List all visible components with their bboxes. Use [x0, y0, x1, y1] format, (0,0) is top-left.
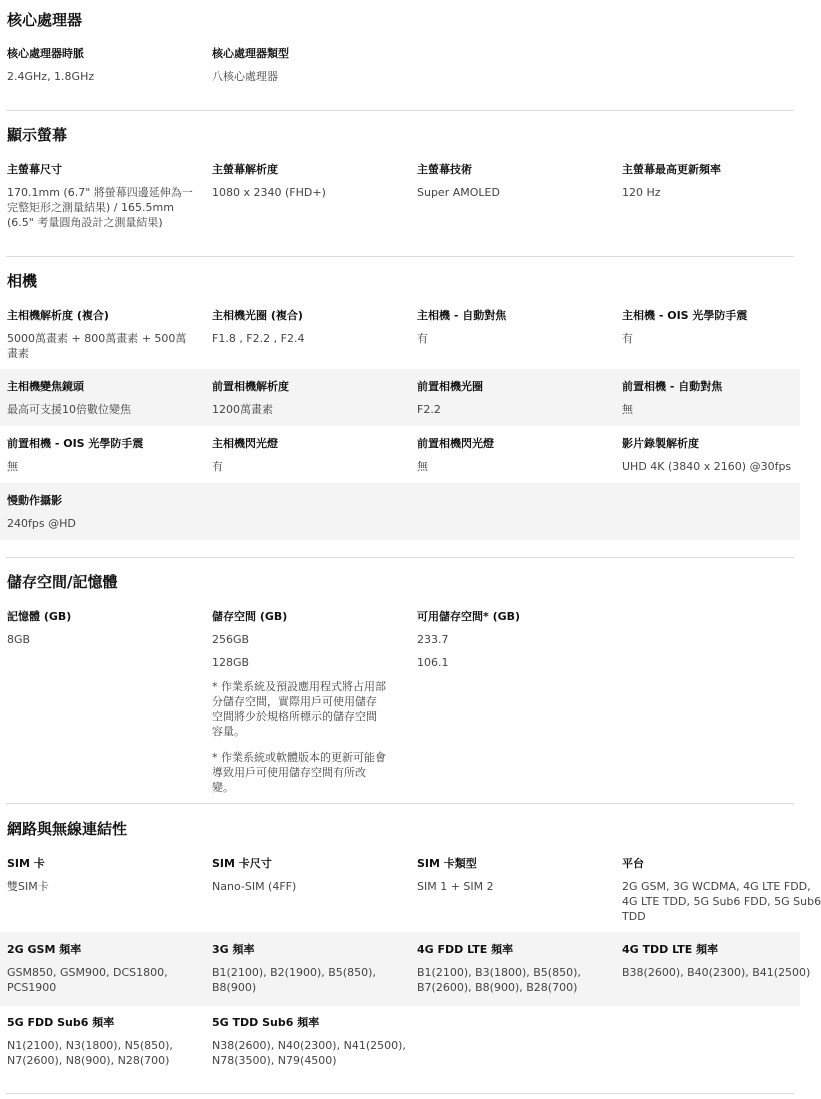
- spec-label: 4G FDD LTE 頻率: [417, 943, 514, 956]
- spec-label: 前置相機 - OIS 光學防手震: [7, 437, 144, 450]
- section-divider: [6, 256, 794, 257]
- spec-3g: [212, 943, 402, 995]
- spec-label: 4G TDD LTE 頻率: [622, 943, 719, 956]
- spec-platform: [622, 857, 821, 924]
- spec-label: 可用儲存空間* (GB): [417, 610, 521, 623]
- spec-label: 主相機變焦鏡頭: [7, 380, 84, 393]
- spec-storage: [212, 610, 412, 795]
- spec-label: SIM 卡類型: [417, 857, 477, 870]
- spec-front-camera-flash: [417, 437, 607, 474]
- spec-main-camera-zoom: [7, 380, 197, 417]
- spec-value: 170.1mm (6.7" 將螢幕四邊延伸為一 完整矩形之測量結果) / 165.5mm (6.5" 考量圓角設計之測量結果): [7, 186, 193, 229]
- spec-label: 主螢幕尺寸: [7, 163, 62, 176]
- spec-main-camera-ois: [622, 309, 812, 346]
- spec-cpu-clock: [7, 47, 197, 84]
- spec-5g-tdd-sub6: [212, 1016, 412, 1068]
- spec-label: 3G 頻率: [212, 943, 255, 956]
- section-divider: [6, 110, 794, 111]
- spec-label: 平台: [622, 857, 644, 870]
- spec-4g-tdd-lte: [622, 943, 811, 980]
- spec-value: F2.2: [417, 403, 441, 416]
- spec-value: 2.4GHz, 1.8GHz: [7, 70, 95, 83]
- storage-footnote: * 作業系統及預設應用程式將占用部 分儲存空間，實際用戶可使用儲存 空間將少於規格所標示的儲存空間 容量。: [212, 680, 386, 738]
- spec-row: [0, 483, 800, 540]
- spec-row: [0, 932, 811, 1006]
- spec-cpu-type: [212, 47, 402, 84]
- spec-video-resolution: [622, 437, 797, 474]
- spec-label: 主螢幕最高更新頻率: [622, 163, 721, 176]
- spec-value: 120 Hz: [622, 186, 661, 199]
- spec-value: GSM850, GSM900, DCS1800, PCS1900: [7, 966, 168, 994]
- spec-value: 1200萬畫素: [212, 403, 273, 416]
- spec-label: 前置相機閃光燈: [417, 437, 494, 450]
- spec-value: 233.7: [417, 633, 449, 646]
- spec-sim-size: [212, 857, 402, 894]
- spec-value: 無: [622, 403, 633, 416]
- spec-value: 雙SIM卡: [7, 880, 49, 893]
- spec-front-camera-ois: [7, 437, 197, 474]
- spec-value: 有: [212, 460, 223, 473]
- spec-memory: [7, 610, 197, 647]
- spec-value: Nano-SIM (4FF): [212, 880, 297, 893]
- storage-footnote: * 作業系統或軟體版本的更新可能會 導致用戶可使用儲存空間有所改 變。: [212, 751, 386, 794]
- spec-label: 5G FDD Sub6 頻率: [7, 1016, 115, 1029]
- spec-row: [0, 300, 800, 369]
- spec-main-camera-resolution: [7, 309, 207, 361]
- spec-main-camera-flash: [212, 437, 402, 474]
- spec-value: N38(2600), N40(2300), N41(2500), N78(3500), N79(4500): [212, 1039, 406, 1067]
- spec-value: 1080 x 2340 (FHD+): [212, 186, 326, 199]
- spec-value: 有: [622, 332, 633, 345]
- spec-display-technology: [417, 163, 607, 200]
- spec-label: SIM 卡: [7, 857, 45, 870]
- spec-front-camera-aperture: [417, 380, 607, 417]
- spec-value: 5000萬畫素 + 800萬畫素 + 500萬 畫素: [7, 332, 187, 360]
- spec-5g-fdd-sub6: [7, 1016, 197, 1068]
- spec-label: 核心處理器時脈: [7, 47, 84, 60]
- spec-2g-gsm: [7, 943, 197, 995]
- spec-row: [0, 850, 821, 932]
- spec-row: [0, 426, 800, 483]
- spec-value: SIM 1 + SIM 2: [417, 880, 494, 893]
- spec-value: B1(2100), B3(1800), B5(850), B7(2600), B8(900), B28(700): [417, 966, 581, 994]
- spec-label: 主相機解析度 (複合): [7, 309, 109, 322]
- spec-display-refresh-rate: [622, 163, 812, 200]
- spec-label: 主相機光圈 (複合): [212, 309, 303, 322]
- spec-display-size: [7, 163, 207, 230]
- spec-slow-motion: [7, 494, 197, 531]
- spec-label: 前置相機解析度: [212, 380, 289, 393]
- spec-value: 8GB: [7, 633, 31, 646]
- spec-value: Super AMOLED: [417, 186, 500, 199]
- spec-display-resolution: [212, 163, 402, 200]
- spec-label: 主螢幕技術: [417, 163, 472, 176]
- spec-value: 2G GSM, 3G WCDMA, 4G LTE FDD, 4G LTE TDD, 5G Sub6 FDD, 5G Sub6 TDD: [622, 880, 821, 923]
- spec-label: 核心處理器類型: [212, 47, 289, 60]
- spec-sim: [7, 857, 197, 894]
- spec-value: 106.1: [417, 656, 449, 669]
- spec-label: SIM 卡尺寸: [212, 857, 272, 870]
- section-title-camera: 相機: [7, 272, 38, 290]
- spec-label: 前置相機光圈: [417, 380, 483, 393]
- spec-main-camera-autofocus: [417, 309, 607, 346]
- section-divider: [6, 803, 794, 804]
- spec-label: 5G TDD Sub6 頻率: [212, 1016, 320, 1029]
- section-divider: [6, 1093, 794, 1094]
- section-title-display: 顯示螢幕: [7, 126, 68, 144]
- spec-label: 儲存空間 (GB): [212, 610, 288, 623]
- spec-value: 256GB: [212, 633, 250, 646]
- spec-label: 前置相機 - 自動對焦: [622, 380, 723, 393]
- spec-label: 主螢幕解析度: [212, 163, 278, 176]
- spec-value: 無: [7, 460, 18, 473]
- spec-row: [0, 369, 800, 426]
- spec-label: 主相機 - 自動對焦: [417, 309, 507, 322]
- spec-value: 最高可支援10倍數位變焦: [7, 403, 131, 416]
- spec-label: 慢動作攝影: [7, 494, 62, 507]
- spec-value: 240fps @HD: [7, 517, 76, 530]
- section-title-storage: 儲存空間/記憶體: [7, 573, 118, 591]
- spec-row: [0, 1006, 800, 1076]
- spec-main-camera-aperture: [212, 309, 402, 346]
- spec-value: 128GB: [212, 656, 250, 669]
- section-title-network: 網路與無線連結性: [7, 820, 128, 838]
- section-title-cpu: 核心處理器: [7, 11, 83, 29]
- spec-label: 主相機 - OIS 光學防手震: [622, 309, 748, 322]
- spec-value: 無: [417, 460, 428, 473]
- section-divider: [6, 557, 794, 558]
- spec-value: B38(2600), B40(2300), B41(2500): [622, 966, 811, 979]
- spec-4g-fdd-lte: [417, 943, 617, 995]
- spec-available-storage: [417, 610, 607, 670]
- spec-value: F1.8 , F2.2 , F2.4: [212, 332, 305, 345]
- spec-value: B1(2100), B2(1900), B5(850), B8(900): [212, 966, 376, 994]
- spec-label: 影片錄製解析度: [622, 437, 699, 450]
- spec-label: 主相機閃光燈: [212, 437, 278, 450]
- spec-label: 記憶體 (GB): [7, 610, 72, 623]
- spec-value: 有: [417, 332, 428, 345]
- spec-value: N1(2100), N3(1800), N5(850), N7(2600), N8(900), N28(700): [7, 1039, 173, 1067]
- spec-label: 2G GSM 頻率: [7, 943, 82, 956]
- spec-front-camera-resolution: [212, 380, 402, 417]
- spec-sim-type: [417, 857, 607, 894]
- spec-front-camera-autofocus: [622, 380, 812, 417]
- spec-value: 八核心處理器: [212, 70, 278, 83]
- spec-value: UHD 4K (3840 x 2160) @30fps: [622, 460, 792, 473]
